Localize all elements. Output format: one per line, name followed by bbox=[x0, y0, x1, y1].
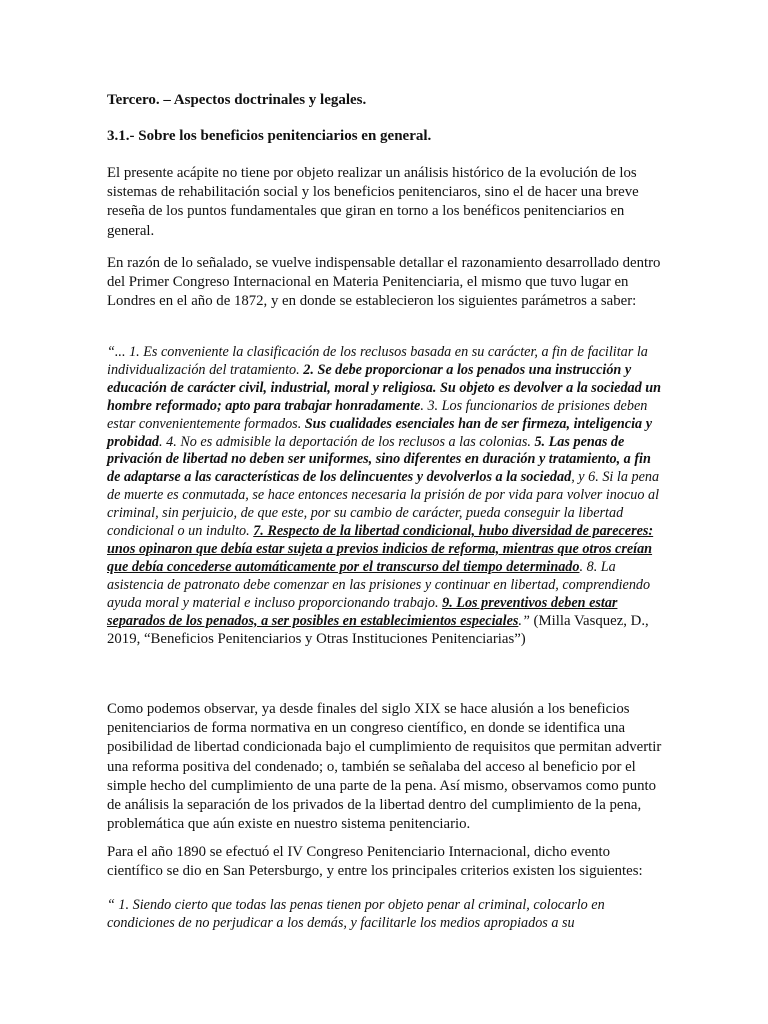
quote-petersburg-congress: “ 1. Siendo cierto que todas las penas tienen por objeto penar al criminal, colocarlo en condiciones de no perjudicar a los demás, y facilitarle los medios apropiados a su bbox=[107, 897, 605, 931]
subsection-heading: 3.1.- Sobre los beneficios penitenciarios en general. bbox=[107, 128, 432, 144]
quote-segment-bold: 2. Se debe proporcionar a los penados una instrucción y educación de carácter civil, industrial, moral y religiosa. Su objeto es devolver a la sociedad un hombre reformado; apto para trabajar honradamente bbox=[107, 361, 662, 414]
quote-citation: (Milla Vasquez, D., 2019, “Beneficios Penitenciarios y Otras Instituciones Penitenciarias”) bbox=[107, 612, 649, 647]
paragraph-intro: El presente acápite no tiene por objeto realizar un análisis histórico de la evolución de los sistemas de rehabilitación social y los beneficios penitenciaros, sino el de hacer una breve reseña de los puntos fundamentales que giran en torno a los benéficos penitenciarios en general. bbox=[107, 165, 639, 239]
quote-segment: , y 6. Si la pena de muerte es conmutada, se hace entonces necesaria la prisión de por vida para volver inocuo al criminal, sin perjuicio, de que este, por su cambio de carácter, pueda conseguir la libertad condicional o un indulto. bbox=[107, 469, 660, 540]
section-heading: Tercero. – Aspectos doctrinales y legales. bbox=[107, 92, 367, 108]
paragraph-congress-petersburg: Para el año 1890 se efectuó el IV Congreso Penitenciario Internacional, dicho evento científico se dio en San Petersburgo, y entre los principales criterios existen los siguientes: bbox=[107, 844, 643, 880]
paragraph-congress-london: En razón de lo señalado, se vuelve indispensable detallar el razonamiento desarrollado dentro del Primer Congreso Internacional en Materia Penitenciaria, el mismo que tuvo lugar en Londres en el año de 1872, y en donde se establecieron los siguientes parámetros a saber: bbox=[107, 255, 661, 310]
quote-segment-bold: Sus cualidades esenciales han de ser firmeza, inteligencia y probidad bbox=[107, 415, 652, 450]
paragraph-analysis: Como podemos observar, ya desde finales del siglo XIX se hace alusión a los beneficios penitenciarios de forma normativa en un congreso científico, en donde se identifica una posibilidad de libertad condicionada bajo el cumplimiento de requisitos que permitan advertir una reforma positiva del condenado; o, también se señalaba del acceso al beneficio por el simple hecho del cumplimiento de una parte de la pena. Así mismo, observamos como punto de análisis la separación de los privados de la libertad dentro del cumplimiento de la pena, problemática que aún existe en nuestro sistema penitenciario. bbox=[107, 701, 662, 833]
quote-segment: . 3. Los funcionarios de prisiones deben estar convenientemente formados. bbox=[107, 397, 648, 432]
quote-segment: . 8. La asistencia de patronato debe comenzar en las prisiones y continuar en libertad, comprendiendo ayuda moral y material e incluso proporcionando trabajo. bbox=[107, 558, 651, 611]
quote-segment: . 4. No es admisible la deportación de los reclusos a las colonias. bbox=[159, 433, 535, 450]
quote-segment: “... 1. Es conveniente la clasificación de los reclusos basada en su carácter, a fin de facilitar la individualización del tratamiento. bbox=[107, 344, 648, 378]
quote-segment: .” bbox=[518, 612, 530, 629]
quote-segment-bold-underlined: 7. Respecto de la libertad condicional, hubo diversidad de pareceres: unos opinaron que debía estar sujeta a previos indicios de reforma, mientras que otros creían que debía concederse automáticamente por el transcurso del tiempo determinado bbox=[107, 523, 654, 575]
quote-london-congress bbox=[107, 344, 667, 648]
quote-segment-bold-underlined: 9. Los preventivos deben estar separados de los penados, a ser posibles en establecimientos especiales bbox=[107, 594, 618, 629]
quote-segment-bold: 5. Las penas de privación de libertad no deben ser uniformes, sino diferentes en duración y tratamiento, a fin de adaptarse a las características de los delincuentes y devolverlos a la sociedad bbox=[107, 433, 651, 486]
